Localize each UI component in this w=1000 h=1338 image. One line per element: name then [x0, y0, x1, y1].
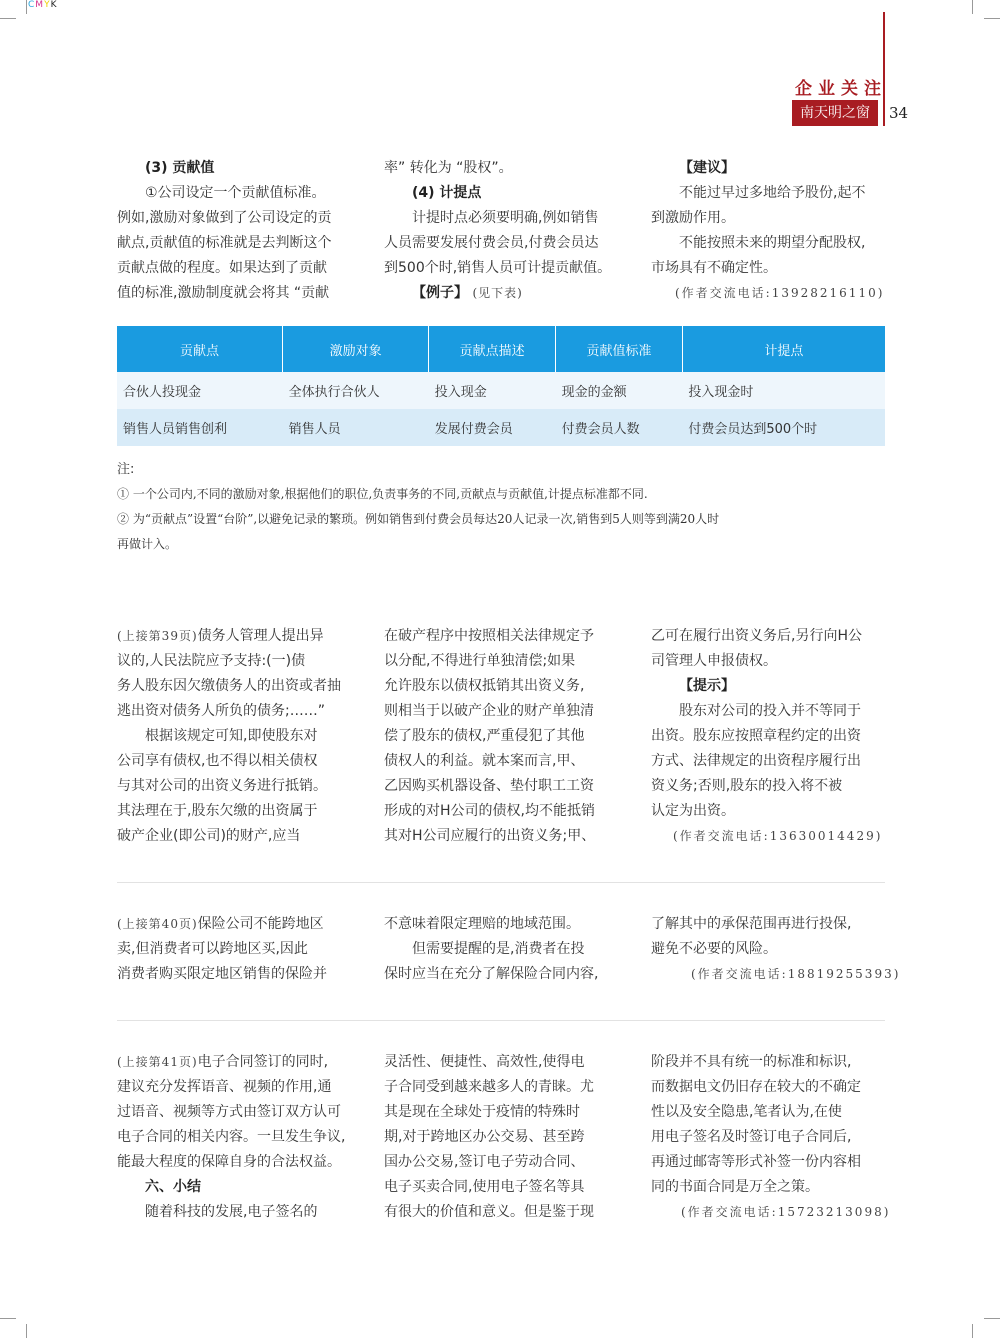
text-line: 到500个时,销售人员可计提贡献值。: [384, 260, 612, 276]
text-line: (4) 计提点: [412, 185, 482, 201]
crop-mark: [984, 18, 1000, 19]
table-cell: 投入现金时: [682, 372, 885, 409]
header-divider: [883, 12, 885, 126]
article2-col1: [117, 624, 341, 849]
note-line: ② 为“贡献点”设置“台阶”,以避免记录的繁琐。例如销售到付费会员每达20人记录一次,销售到5人则等到满20人时: [117, 512, 720, 526]
text-line: 以分配,不得进行单独清偿;如果: [384, 653, 576, 669]
table-notes: [117, 457, 719, 557]
text-line: 保险公司不能跨地区: [197, 916, 324, 932]
table-cell: 投入现金: [429, 372, 556, 409]
table-cell: 付费会员人数: [556, 409, 683, 446]
example-label: 【例子】: [412, 285, 468, 301]
table-cell: 销售人员: [283, 409, 429, 446]
crop-mark: [972, 1324, 973, 1338]
text-line: 其对H公司应履行的出资义务;甲、: [384, 828, 596, 844]
note-line: ① 一个公司内,不同的激励对象,根据他们的职位,负责事务的不同,贡献点与贡献值,计提点标准都不同.: [117, 487, 648, 501]
author-contact: (作者交流电话:13630014429): [673, 829, 883, 843]
crop-mark: [26, 0, 27, 14]
section-title: 企业关注: [795, 79, 887, 99]
text-line: 司管理人申报债权。: [651, 653, 777, 669]
text-line: 允许股东以债权抵销其出资义务,: [384, 678, 585, 694]
cmyk-registration: CMYK: [28, 0, 58, 10]
text-line: 偿了股东的债权,严重侵犯了其他: [384, 728, 585, 744]
table-row: [117, 372, 885, 409]
text-line: 灵活性、便捷性、高效性,使得电: [384, 1054, 585, 1070]
text-line: 消费者购买限定地区销售的保险并: [117, 966, 327, 982]
article1-col3: [651, 156, 884, 306]
text-line: 过语音、视频等方式由签订双方认可: [117, 1104, 341, 1120]
article4-col1: [117, 1050, 345, 1225]
author-contact: (作者交流电话:13928216110): [675, 286, 885, 300]
text-line: 认定为出资。: [651, 803, 735, 819]
text-line: 电子合同的相关内容。一旦发生争议,: [117, 1129, 346, 1145]
text-line: 性以及安全隐患,笔者认为,在使: [651, 1104, 842, 1120]
article3-col1: [117, 912, 327, 987]
table-header-row: [117, 326, 885, 372]
table-cell: 合伙人投现金: [117, 372, 283, 409]
text-line: 用电子签名及时签订电子合同后,: [651, 1129, 852, 1145]
text-line: 不能过早过多地给予股份,起不: [679, 185, 866, 201]
text-line: 期,对于跨地区办公交易、甚至跨: [384, 1129, 585, 1145]
page-number: 34: [889, 104, 909, 122]
section-divider: [117, 882, 885, 883]
text-line: 卖,但消费者可以跨地区买,因此: [117, 941, 308, 957]
text-line: 能最大程度的保障自身的合法权益。: [117, 1154, 341, 1170]
text-line: 计提时点必须要明确,例如销售: [412, 210, 599, 226]
table-header-cell: 计提点: [682, 326, 885, 372]
article1-col1: [117, 156, 331, 306]
crop-mark: [0, 18, 16, 19]
text-line: 债权人的利益。就本案而言,甲、: [384, 753, 585, 769]
article2-col3: [651, 624, 882, 849]
table-cell: 付费会员达到500个时: [682, 409, 885, 446]
article3-col2: [384, 912, 598, 987]
table-cell: 全体执行合伙人: [283, 372, 429, 409]
text-line: 但需要提醒的是,消费者在投: [412, 941, 585, 957]
text-line: 电子买卖合同,使用电子签名等具: [384, 1179, 585, 1195]
crop-mark: [972, 0, 973, 14]
text-line: 有很大的价值和意义。但是鉴于现: [384, 1204, 594, 1220]
continued-from: (上接第40页): [117, 917, 198, 931]
text-line: 同的书面合同是万全之策。: [651, 1179, 819, 1195]
text-line: 率” 转化为 “股权”。: [384, 160, 513, 176]
text-line: ①公司设定一个贡献值标准。: [145, 185, 326, 201]
author-contact: (作者交流电话:15723213098): [681, 1205, 891, 1219]
text-line: 乙可在履行出资义务后,另行向H公: [651, 628, 862, 644]
text-line: 了解其中的承保范围再进行投保,: [651, 916, 852, 932]
text-line: 逃出资对债务人所负的债务;……”: [117, 703, 325, 719]
text-line: 国办公交易,签订电子劳动合同、: [384, 1154, 585, 1170]
column-label: 南天明之窗: [792, 100, 878, 126]
text-line: 市场具有不确定性。: [651, 260, 777, 276]
text-line: 资义务;否则,股东的投入将不被: [651, 778, 843, 794]
article2-col2: [384, 624, 595, 849]
text-line: 乙因购买机器设备、垫付职工工资: [384, 778, 594, 794]
text-line: 其是现在全球处于疫情的特殊时: [384, 1104, 580, 1120]
continued-from: (上接第41页): [117, 1055, 198, 1069]
text-line: 而数据电文仍旧存在较大的不确定: [651, 1079, 861, 1095]
text-line: 方式、法律规定的出资程序履行出: [651, 753, 861, 769]
article4-col3: [651, 1050, 890, 1225]
text-line: 建议充分发挥语音、视频的作用,通: [117, 1079, 332, 1095]
crop-mark: [26, 1324, 27, 1338]
text-line: 与其对公司的出资义务进行抵销。: [117, 778, 327, 794]
text-line: 不意味着限定理赔的地域范围。: [384, 916, 580, 932]
text-line: 股东对公司的投入并不等同于: [679, 703, 861, 719]
text-line: 例如,激励对象做到了公司设定的贡: [117, 210, 332, 226]
text-line: 【建议】: [679, 160, 735, 176]
table-header-cell: 贡献值标准: [556, 326, 683, 372]
note-line: 再做计入。: [117, 537, 178, 551]
section-divider: [117, 1020, 885, 1021]
table-header-cell: 贡献点: [117, 326, 283, 372]
text-line: 不能按照未来的期望分配股权,: [679, 235, 866, 251]
author-contact: (作者交流电话:18819255393): [691, 967, 901, 981]
crop-mark: [0, 1318, 16, 1319]
example-note: (见下表): [472, 286, 523, 300]
text-line: 议的,人民法院应予支持:(一)债: [117, 653, 306, 669]
text-line: 【提示】: [679, 678, 735, 694]
text-line: 再通过邮寄等形式补签一份内容相: [651, 1154, 861, 1170]
text-line: 避免不必要的风险。: [651, 941, 777, 957]
text-line: 务人股东因欠缴债务人的出资或者抽: [117, 678, 341, 694]
text-line: 在破产程序中按照相关法律规定予: [384, 628, 594, 644]
table-cell: 销售人员销售创利: [117, 409, 283, 446]
text-line: 贡献点做的程度。如果达到了贡献: [117, 260, 327, 276]
continued-from: (上接第39页): [117, 629, 198, 643]
text-line: (3) 贡献值: [145, 160, 215, 176]
text-line: 债务人管理人提出异: [197, 628, 324, 644]
table-row: [117, 409, 885, 446]
notes-title: 注:: [117, 462, 135, 477]
text-line: 六、小结: [145, 1179, 201, 1195]
text-line: 人员需要发展付费会员,付费会员达: [384, 235, 599, 251]
text-line: 值的标准,激励制度就会将其 “贡献: [117, 285, 330, 301]
text-line: 阶段并不具有统一的标准和标识,: [651, 1054, 852, 1070]
text-line: 到激励作用。: [651, 210, 735, 226]
table-cell: 发展付费会员: [429, 409, 556, 446]
text-line: 则相当于以破产企业的财产单独清: [384, 703, 594, 719]
article4-col2: [384, 1050, 594, 1225]
text-line: 形成的对H公司的债权,均不能抵销: [384, 803, 595, 819]
text-line: 电子合同签订的同时,: [197, 1054, 329, 1070]
table-header-cell: 激励对象: [283, 326, 429, 372]
text-line: 献点,贡献值的标准就是去判断这个: [117, 235, 332, 251]
article3-col3: [651, 912, 900, 987]
text-line: 破产企业(即公司)的财产,应当: [117, 828, 301, 844]
text-line: 公司享有债权,也不得以相关债权: [117, 753, 318, 769]
article1-col2: [384, 156, 611, 306]
text-line: 其法理在于,股东欠缴的出资属于: [117, 803, 318, 819]
text-line: 根据该规定可知,即使股东对: [145, 728, 318, 744]
crop-mark: [984, 1318, 1000, 1319]
text-line: 保时应当在充分了解保险合同内容,: [384, 966, 599, 982]
contribution-table: [117, 326, 885, 446]
text-line: 出资。股东应按照章程约定的出资: [651, 728, 861, 744]
table-cell: 现金的金额: [556, 372, 683, 409]
text-line: 随着科技的发展,电子签名的: [145, 1204, 318, 1220]
table-header-cell: 贡献点描述: [429, 326, 556, 372]
text-line: 子合同受到越来越多人的青睐。尤: [384, 1079, 594, 1095]
